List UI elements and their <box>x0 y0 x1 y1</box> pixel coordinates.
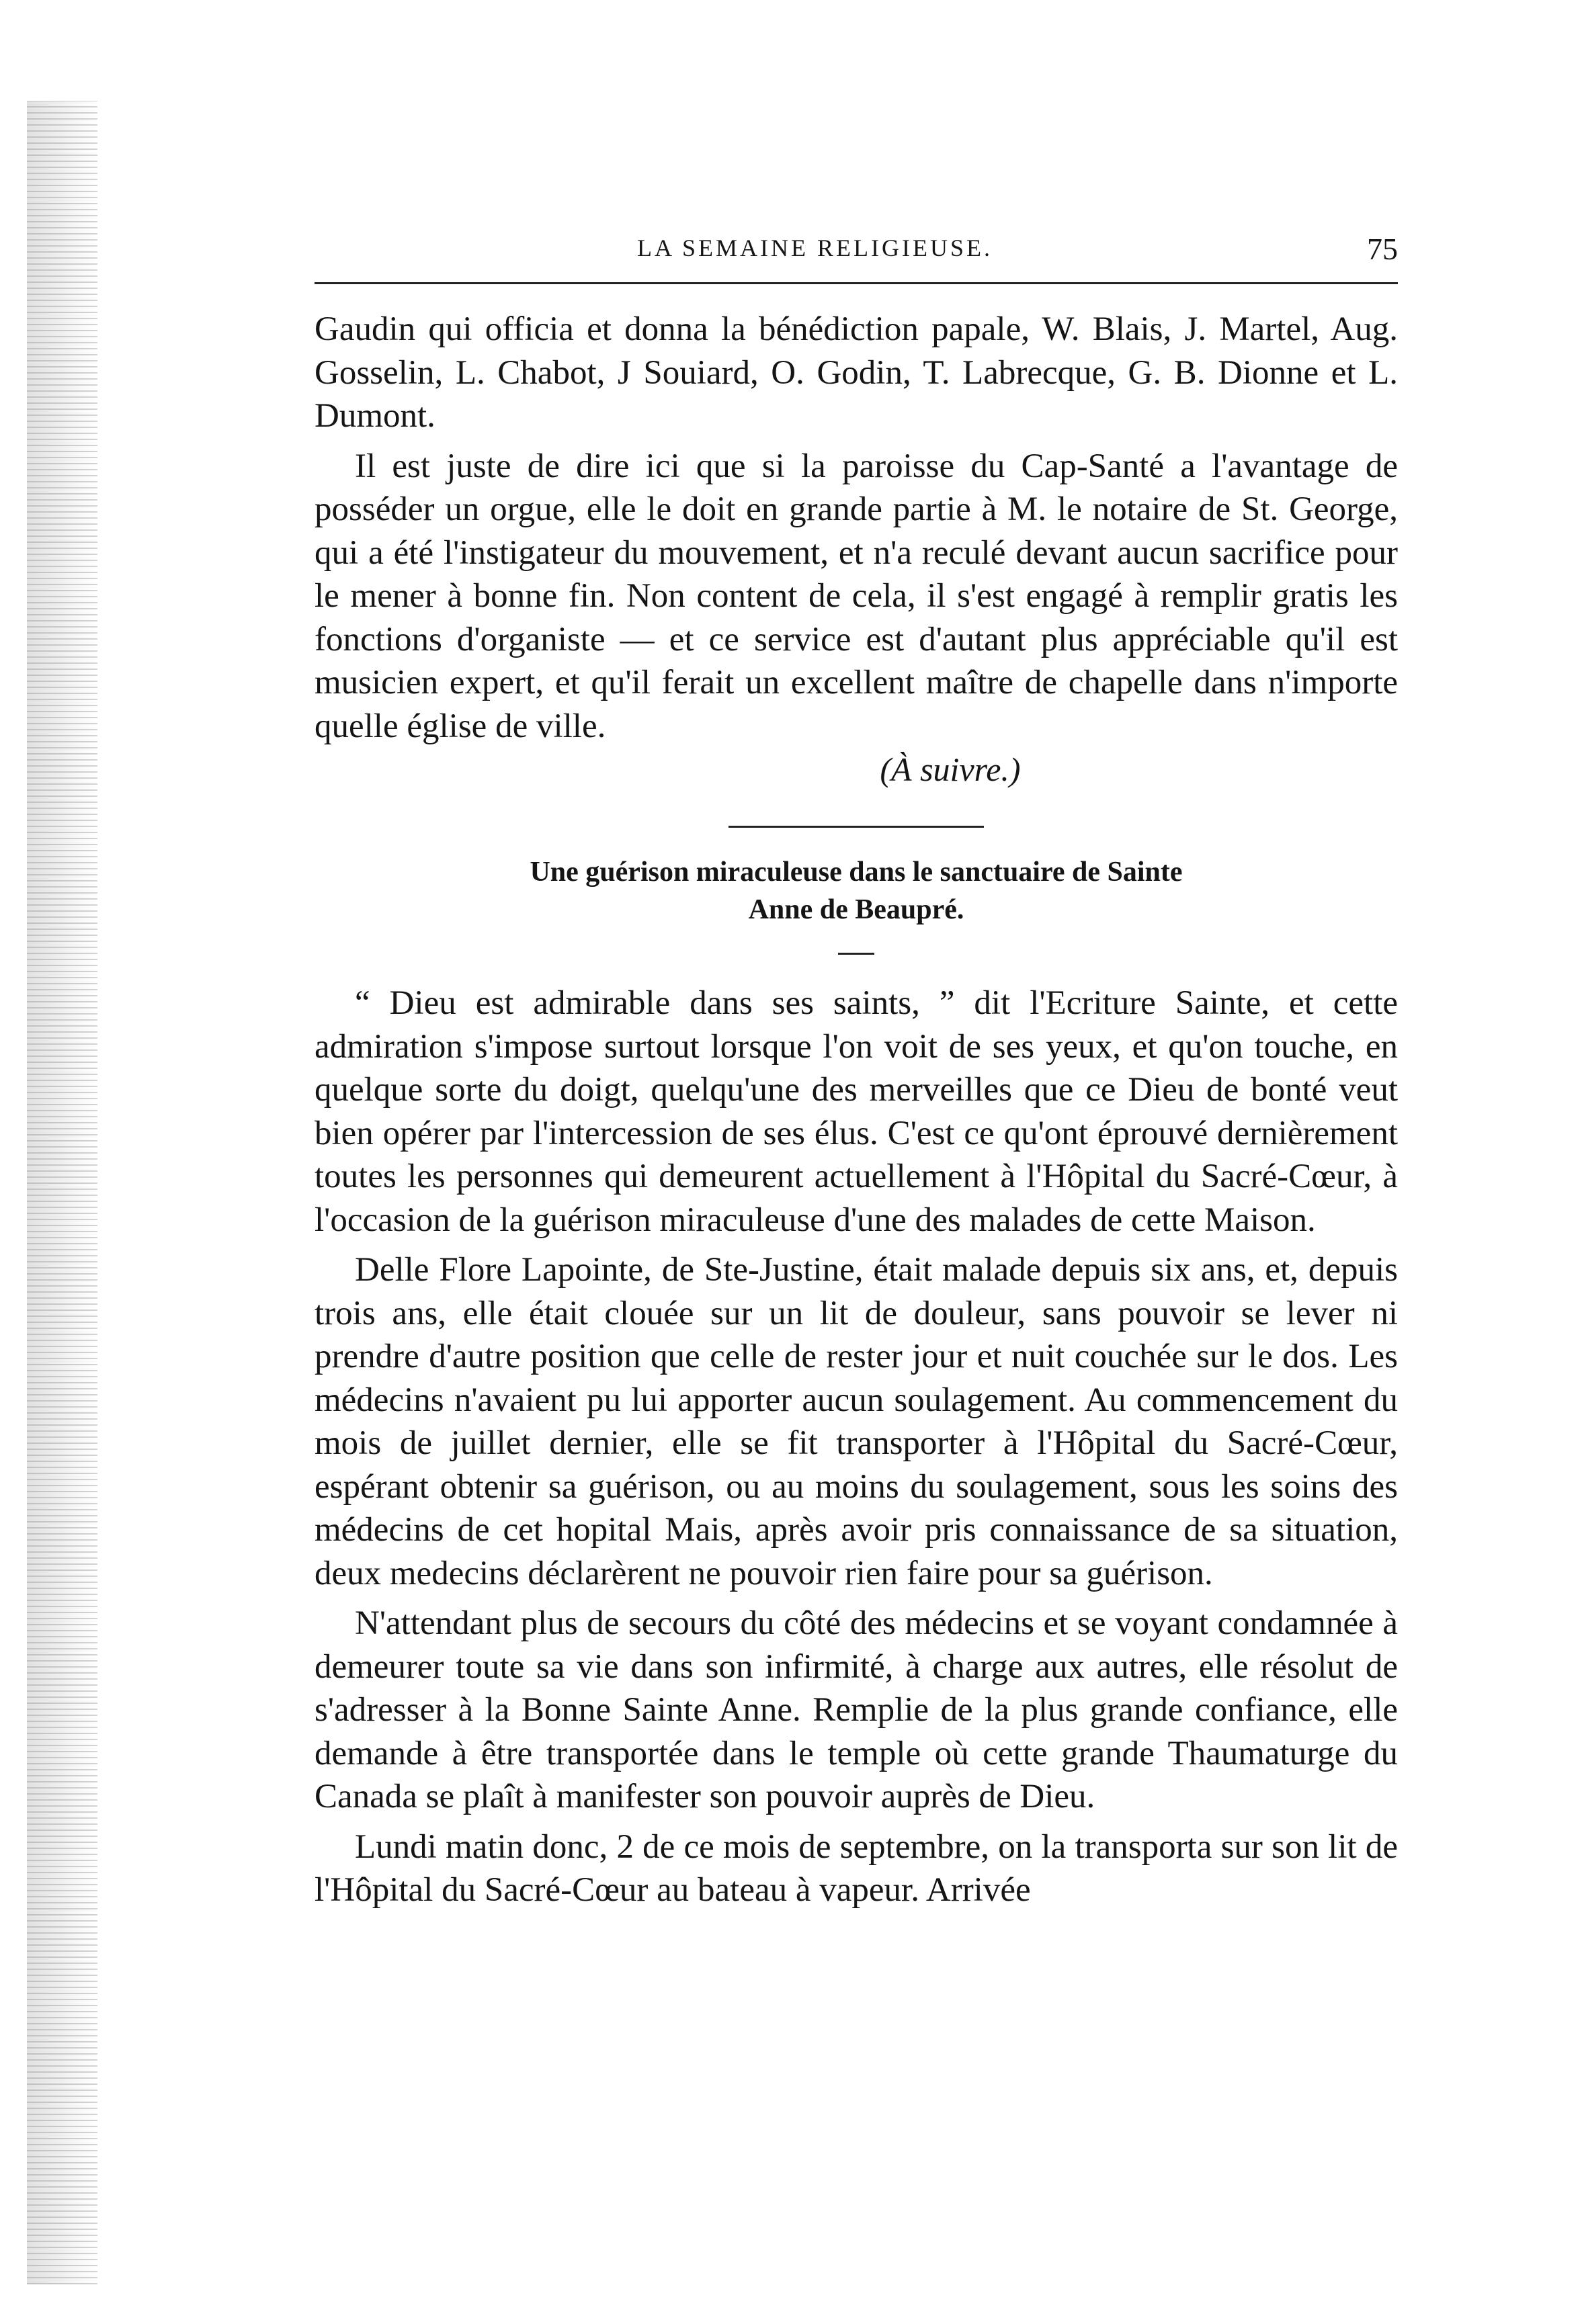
article-paragraph-2: Delle Flore Lapointe, de Ste-Justine, était malade depuis six ans, et, depuis trois ans, elle était clouée sur un lit de douleur, sans pouvoir se lever ni prendre d'autre position que celle de rester jour et nuit couchée sur le dos. Les médecins n'avaient pu lui apporter aucun soulagement. Au commencement du mois de juillet dernier, elle se fit transporter à l'Hôpital du Sacré-Cœur, espérant obtenir sa guérison, ou au moins du soulagement, sous les soins des médecins de cet hopital Mais, après avoir pris connaissance de sa situation, deux medecins déclarèrent ne pouvoir rien faire pour sa guérison. <box>315 1251 1398 1592</box>
running-title: LA SEMAINE RELIGIEUSE. <box>637 234 993 261</box>
continued-paragraph-2: Il est juste de dire ici que si la paroisse du Cap-Santé a l'avantage de posséder un orgue, elle le doit en grande partie à M. le notaire de St. George, qui a été l'instigateur du mouvement, et n'a reculé devant aucun sacrifice pour le mener à bonne fin. Non content de cela, il s'est engagé à remplir gratis les fonctions d'organiste — et ce service est d'autant plus appréciable qu'il est musicien expert, et qu'il ferait un excellent maître de chapelle dans n'importe quelle église de ville. <box>315 447 1398 745</box>
section-separator <box>728 826 984 828</box>
article-paragraph-4: Lundi matin donc, 2 de ce mois de septembre, on la transporta sur son lit de l'Hôpital du Sacré-Cœur au bateau à vapeur. Arrivée <box>315 1827 1398 1909</box>
page-header <box>315 234 1398 274</box>
binding-edge-shadow <box>27 101 97 2284</box>
continued-paragraph-1: Gaudin qui officia et donna la bénédiction papale, W. Blais, J. Martel, Aug. Gosselin, L. Chabot, J Souiard, O. Godin, T. Labrecque, G. B. Dionne et L. Dumont. <box>315 310 1398 435</box>
article-paragraph-3: N'attendant plus de secours du côté des médecins et se voyant condamnée à demeurer toute sa vie dans son infirmité, à charge aux autres, elle résolut de s'adresser à la Bonne Sainte Anne. Remplie de la plus grande confiance, elle demande à être transportée dans le temple où cette grande Thaumaturge du Canada se plaît à manifester son pouvoir auprès de Dieu. <box>315 1604 1398 1815</box>
title-dash <box>838 953 874 955</box>
article-title-line-2: Anne de Beaupré. <box>748 894 964 925</box>
header-rule <box>315 282 1398 284</box>
article-title-line-1: Une guérison miraculeuse dans le sanctuaire de Sainte <box>530 857 1183 888</box>
article-paragraph-1: “ Dieu est admirable dans ses saints, ” dit l'Ecriture Sainte, et cette admiration s'impose surtout lorsque l'on voit de ses yeux, et qu'on touche, en quelque sorte du doigt, quelqu'une des merveilles que ce Dieu de bonté veut bien opérer par l'intercession de ses élus. C'est ce qu'ont éprouvé dernièrement toutes les personnes qui demeurent actuellement à l'Hôpital du Sacré-Cœur, à l'occasion de la guérison miraculeuse d'une des malades de cette Maison. <box>315 984 1398 1239</box>
page-number: 75 <box>1367 232 1398 266</box>
to-be-continued: (À suivre.) <box>880 750 1021 788</box>
body-text <box>315 308 1398 1912</box>
